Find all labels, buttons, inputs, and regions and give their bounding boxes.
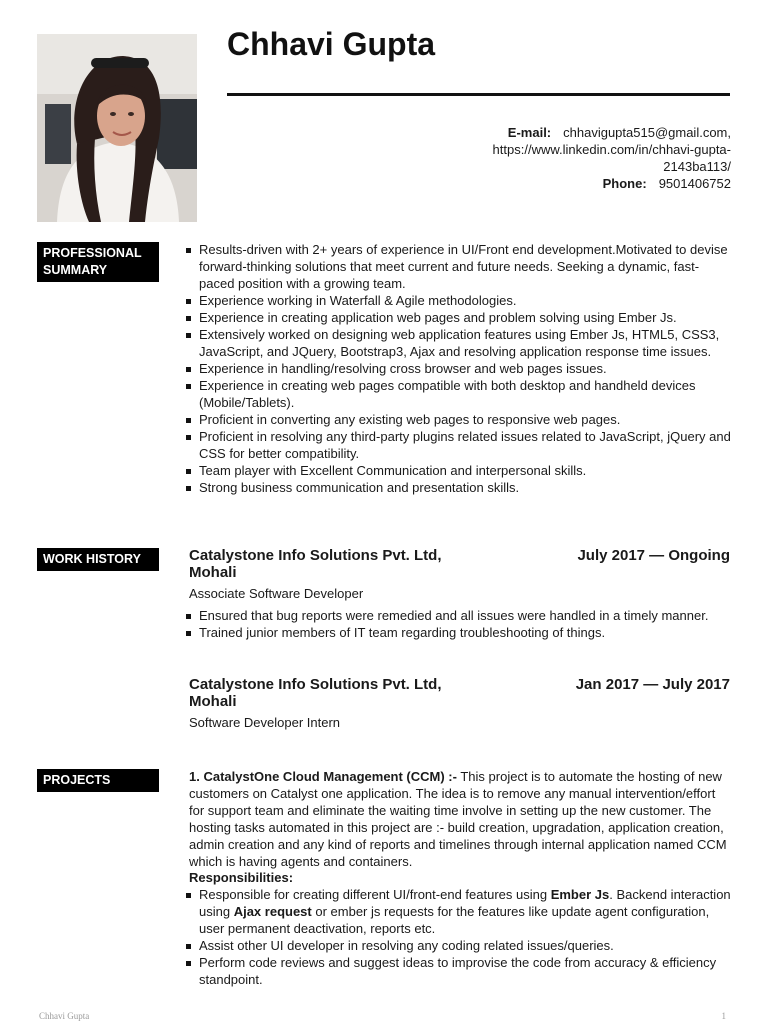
section-label-text: PROJECTS [43,773,111,787]
summary-list [183,241,731,496]
resp-text: . Backend interaction using [199,887,731,919]
list-item: Strong business communication and presentation skills. [183,479,731,496]
list-item: Experience working in Waterfall & Agile methodologies. [183,292,731,309]
footer-name: Chhavi Gupta [39,1011,90,1021]
phone-label: Phone: [602,176,647,191]
section-label-text: WORK HISTORY [43,552,141,566]
job-title: Associate Software Developer [189,586,364,601]
list-item: Ensured that bug reports were remedied and all issues were handled in a timely manner. [183,607,731,624]
list-item: Trained junior members of IT team regarding troubleshooting of things. [183,624,731,641]
list-item: Extensively worked on designing web application features using Ember Js, HTML5, CSS3, JavaScript, and JQuery, Bootstrap3, Ajax and resolving application response time issues. [183,326,731,360]
list-item: Team player with Excellent Communication and interpersonal skills. [183,462,731,479]
resp-emphasis: Ajax request [233,904,312,919]
section-professional-summary [37,242,159,282]
list-item: Proficient in resolving any third-party plugins related issues related to JavaScript, jQuery and CSS for better compatibility. [183,428,731,462]
job-dates: July 2017 — Ongoing [577,547,730,564]
list-item: Assist other UI developer in resolving any coding related issues/queries. [183,937,731,954]
job-company: Catalystone Info Solutions Pvt. Ltd, Mohali [189,676,442,710]
profile-photo [37,34,197,222]
list-item: Experience in creating application web pages and problem solving using Ember Js. [183,309,731,326]
section-projects [37,769,159,792]
candidate-name: Chhavi Gupta [227,26,436,62]
list-item: Proficient in converting any existing web pages to responsive web pages. [183,411,731,428]
section-label-line-1: PROFESSIONAL [43,246,142,260]
linkedin-line-2[interactable]: 2143ba113/ [663,159,731,174]
phone-line [331,175,731,192]
list-item: Experience in handling/resolving cross browser and web pages issues. [183,360,731,377]
job-heading [189,547,730,581]
list-item: Perform code reviews and suggest ideas to improvise the code from accuracy & efficiency standpoint. [183,954,731,988]
responsibilities-heading: Responsibilities: [189,870,294,885]
contact-block [331,124,731,192]
job-bullets [183,607,731,641]
email-line [331,124,731,141]
job-title: Software Developer Intern [189,715,341,730]
list-item: Results-driven with 2+ years of experience in UI/Front end development.Motivated to devise forward-thinking solutions that meet current and future needs. Seeking a dynamic, fast-paced position with a growing team. [183,241,731,292]
job-heading [189,676,730,710]
project-text: This project is to automate the hosting of new customers on Catalyst one application. The idea is to remove any manual intervention/effort for support team and eliminate the waiting time involve in setting up the new customer. The hosting tasks automated in this project are :- build creation, upgradation, application creation, admin creation and any kind of reports and timelines through internal application named CCM which is having agents and containers. [189,769,727,869]
resp-text: Responsible for creating different UI/front-end features using [199,887,548,902]
responsibilities-list [183,886,731,988]
project-title: 1. CatalystOne Cloud Management (CCM) :- [189,769,457,784]
section-work-history [37,548,159,571]
project-description [189,768,730,870]
phone-value: 9501406752 [658,176,731,191]
job-company: Catalystone Info Solutions Pvt. Ltd, Mohali [189,547,442,581]
job-dates: Jan 2017 — July 2017 [575,676,730,693]
linkedin-line-1[interactable]: https://www.linkedin.com/in/chhavi-gupta- [492,142,731,157]
resp-emphasis: Ember Js [550,887,610,902]
page-number: 1 [721,1011,726,1021]
email-value[interactable]: chhavigupta515@gmail.com, [563,125,731,140]
list-item: Experience in creating web pages compatible with both desktop and handheld devices (Mobile/Tablets). [183,377,731,411]
section-label-line-2: SUMMARY [43,263,108,277]
list-item [183,886,731,937]
name-divider [227,93,730,96]
resp-text: or ember js requests for the features like update agent configuration, user permanent deactivation, reports etc. [199,904,710,936]
email-label: E-mail: [507,125,552,140]
